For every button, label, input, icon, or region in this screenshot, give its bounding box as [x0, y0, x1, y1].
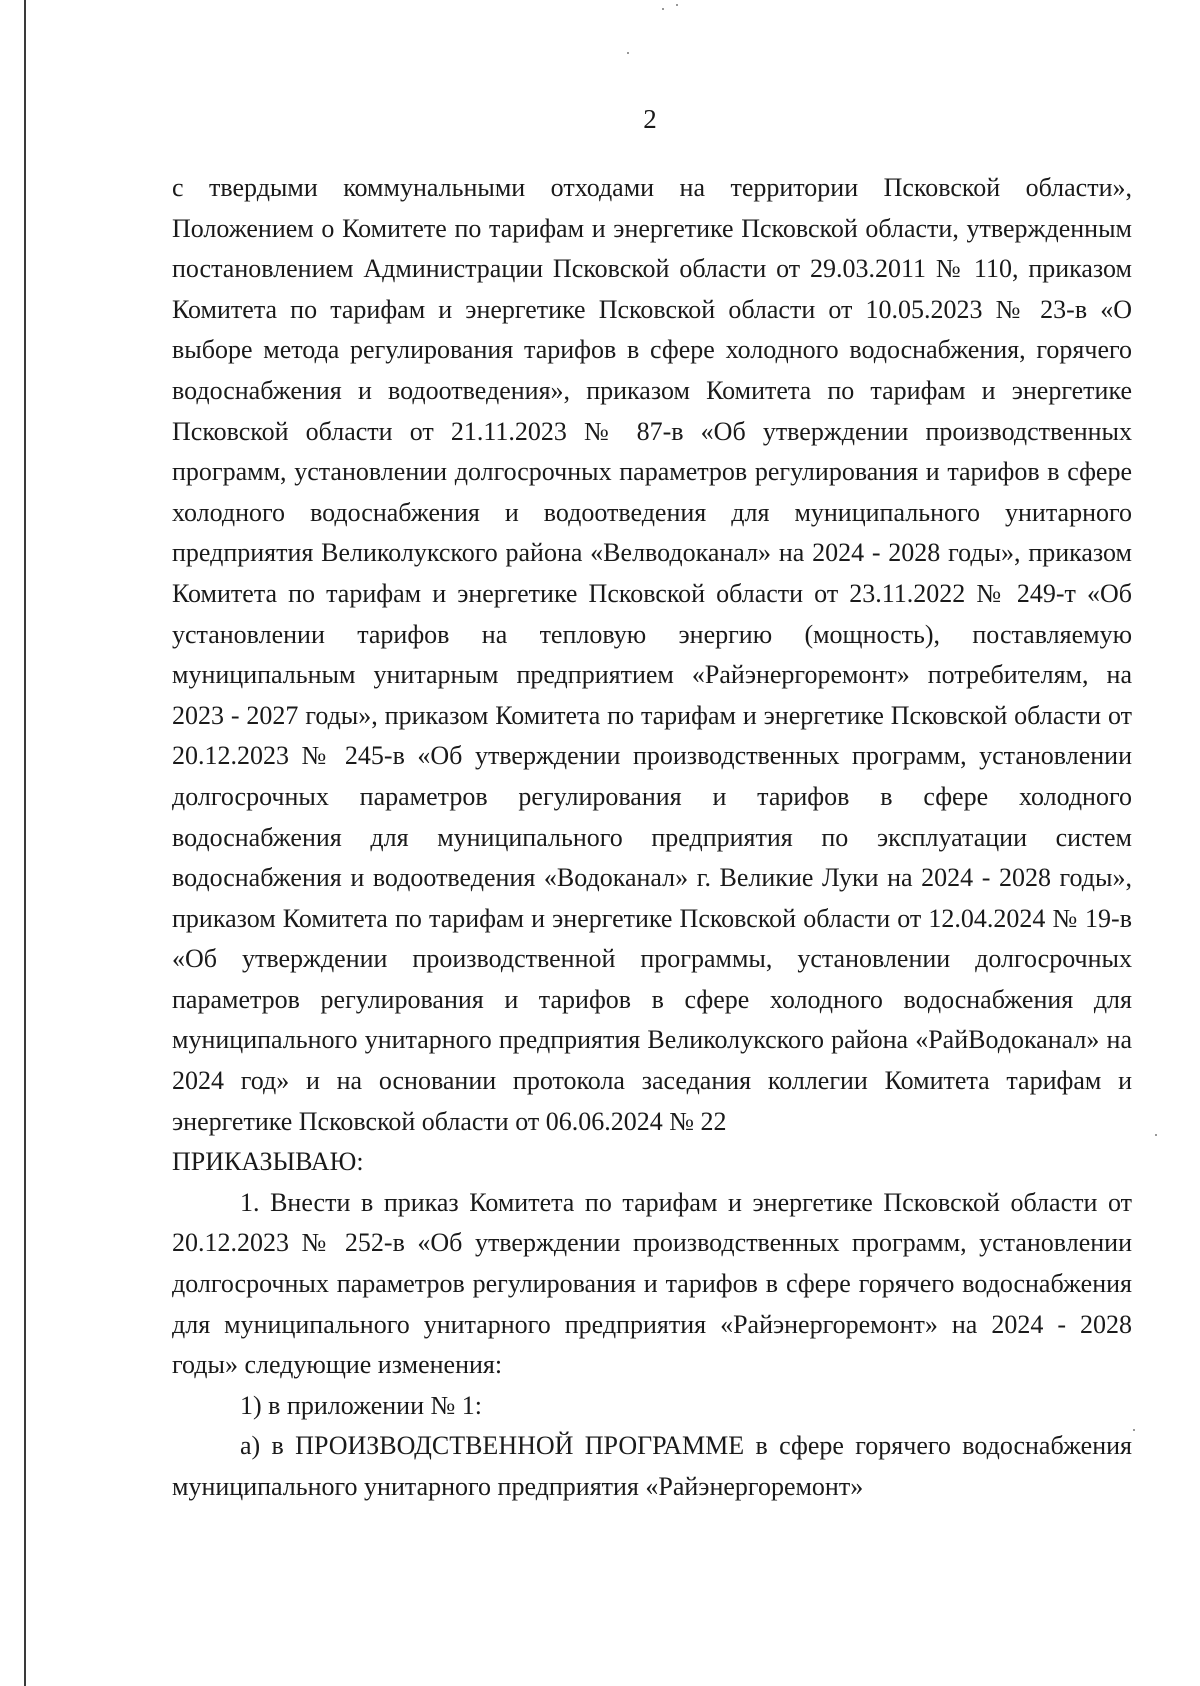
page-number: 2 — [643, 104, 657, 134]
order-subitem-1: 1) в приложении № 1: — [240, 1390, 483, 1420]
document-body — [172, 168, 1132, 1508]
order-heading: ПРИКАЗЫВАЮ: — [172, 1147, 364, 1177]
scan-speck — [662, 8, 664, 10]
scan-speck — [1133, 1429, 1135, 1431]
scan-speck — [676, 4, 678, 6]
preamble-paragraph: с твердыми коммунальными отходами на территории Псковской области», Положением о Комитете по тарифам и энергетике Псковской области, утвержденным постановлением Администрации Псковской области от 29.03.2011 № 110, приказом Комитета по тарифам и энергетике Псковской области от 10.05.2023 № 23-в «О выборе метода регулирования тарифов в сфере холодного водоснабжения, горячего водоснабжения и водоотведения», приказом Комитета по тарифам и энергетике Псковской области от 21.11.2023 № 87-в «Об утверждении производственных программ, установлении долгосрочных параметров регулирования и тарифов в сфере холодного водоснабжения и водоотведения для муниципального унитарного предприятия Великолукского района «Велводоканал» на 2024 - 2028 годы», приказом Комитета по тарифам и энергетике Псковской области от 23.11.2022 № 249-т «Об установлении тарифов на тепловую энергию (мощность), поставляемую муниципальным унитарным предприятием «Райэнергоремонт» потребителям, на 2023 - 2027 годы», приказом Комитета по тарифам и энергетике Псковской области от 20.12.2023 № 245-в «Об утверждении производственных программ, установлении долгосрочных параметров регулирования и тарифов в сфере холодного водоснабжения для муниципального предприятия по эксплуатации систем водоснабжения и водоотведения «Водоканал» г. Великие Луки на 2024 - 2028 годы», приказом Комитета по тарифам и энергетике Псковской области от 12.04.2024 № 19-в «Об утверждении производственной программы, установлении долгосрочных параметров регулирования и тарифов в сфере холодного водоснабжения для муниципального унитарного предприятия Великолукского района «РайВодоканал» на 2024 год» и на основании протокола заседания коллегии Комитета тарифам и энергетике Псковской области от 06.06.2024 № 22 — [172, 173, 1132, 1136]
order-subitem-a: а) в ПРОИЗВОДСТВЕННОЙ ПРОГРАММЕ в сфере горячего водоснабжения муниципального унитарного предприятия «Райэнергоремонт» — [172, 1431, 1132, 1501]
scan-speck — [627, 52, 629, 54]
scan-speck — [1155, 1134, 1157, 1136]
scan-border-line — [24, 0, 26, 1686]
order-item-1: 1. Внести в приказ Комитета по тарифам и энергетике Псковской области от 20.12.2023 № 252-в «Об утверждении производственных программ, установлении долгосрочных параметров регулирования и тарифов в сфере горячего водоснабжения для муниципального унитарного предприятия «Райэнергоремонт» на 2024 - 2028 годы» следующие изменения: — [172, 1187, 1132, 1380]
